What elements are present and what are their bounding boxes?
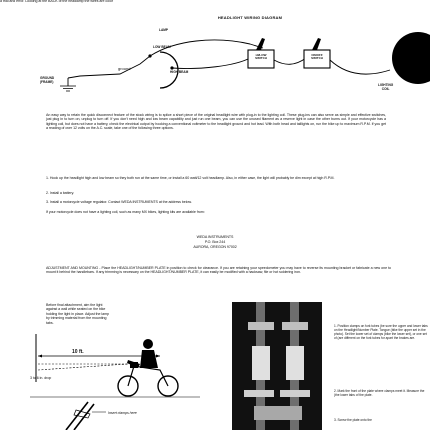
step-3: 3. Screw the plate onto the: [334, 418, 372, 422]
hi-low-switch-label: HI/LOW SWITCH: [255, 53, 267, 61]
option-1: 1. Hook up the headlight high and low beam so they both run at the same time, or install a 60 watt/12 volt headlamp. Also, in either case, the light will probably be dim except at high R.P.M.: [46, 176, 335, 180]
on-off-switch-toggle: [312, 38, 321, 50]
on-off-switch-label: ON/OFF SWITCH: [311, 53, 323, 61]
rider-helmet: [143, 339, 153, 349]
distance-label: 10 ft.: [72, 349, 84, 355]
step-1: 1. Position clamps on fork tubes (be sure the upper and lower tabs on the Headlight/Number Plate. Tongue (bike the upper set in the photo). Set the lower set of clamps (bike the lower set), or one set of (are different on the fork tubes for apart the brakes are.: [334, 324, 428, 340]
rider-body: [140, 350, 158, 368]
adjustment-paragraph: ADJUSTMENT AND MOUNTING - Place the HEADLIGHT/NUMBER PLATE in position to check for clearance. If you are retaining your speedometer you may have to reverse its mounting bracket or fabricate a new one to mount it behind the handlebars. If any trimming is necessary on the HEADLIGHT/NUMBER PLATE, it can easily be modified with a hacksaw, file or hot soldering iron.: [46, 266, 391, 275]
ground-label: ground: [118, 66, 131, 71]
no-lighting-coil-note: If your motorcycle does not have a lighting coil, such as many MX bikes, lighting kits are available from:: [46, 210, 205, 214]
ground-wire: [68, 56, 150, 78]
lighting-coil-label: LIGHTING COIL: [378, 83, 394, 91]
ground-symbol: [60, 86, 76, 91]
fork-clamp-photo: [232, 302, 322, 430]
low-beam-label: LOW BEAM: [153, 45, 171, 49]
supplier-box: P.O. Box 244: [204, 240, 226, 244]
hi-low-switch-toggle: [256, 38, 265, 50]
headlight-plate: [130, 362, 138, 368]
step-2: 2. Mark the front of the plate where clamps meet it. Measure the (the lower tabs of the plate.: [334, 389, 425, 397]
insert-clamps-label: Insert clamps here: [108, 411, 137, 415]
wiring-diagram-lines: [0, 0, 430, 100]
ground-frame-label: GROUND (FRAME): [40, 76, 55, 84]
supplier-name: WEDA INSTRUMENTS: [196, 235, 234, 239]
supplier-city: AURORA, OREGON 97002: [193, 245, 237, 249]
option-3: 3. Install a motorcycle voltage regulator. Contact WEDA INSTRUMENTS at the address below.: [46, 200, 192, 204]
diagram-title: HEADLIGHT WIRING DIAGRAM: [217, 15, 283, 20]
high-beam-label: HIGH BEAM: [170, 70, 189, 74]
wiring-diagram: [0, 0, 430, 100]
lighting-coil-disc: [392, 32, 430, 84]
lamp-label: LAMP: [159, 28, 169, 32]
top-text-fragment: a trial and error. Looking at the BACK of the headlamp the wires are color: [0, 0, 113, 3]
aim-note: Before final attachment, aim the light against a wall while seated on the bike holding the light in place. Adjust the lamp by trimming material from the mounting tabs.: [46, 303, 109, 325]
option-2: 2. Install a battery.: [46, 191, 75, 195]
splice-paragraph: An easy way to retain the quick disconnect feature of the stock wiring is to splice a short piece of the original headlight wire with plug-in to the lighting coil. These plug-ins can also serve as simple and effective switches, just plug in to turn on, unplug to turn off. If you don't need high and low beam capability and just run one beam, you can use the unused filament as a reserve light in case the other burns out. If your motorcycle has a lighting coil, but does not have a battery, check the electrical output by hooking a conventional voltmeter to the headlight ground and hot lead. With both head and taillights on, run the bike up to maximum R.P.M. If you get a reading of over 12 volts on the A.C. scale, take one of the following three options.: [46, 113, 386, 131]
drop-label: 3 to 6 in. drop: [30, 376, 52, 380]
